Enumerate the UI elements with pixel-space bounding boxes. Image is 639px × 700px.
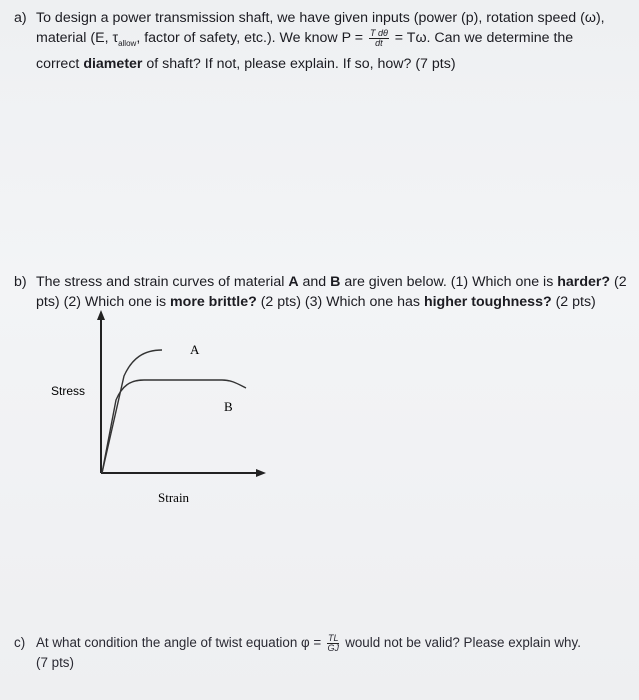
- question-c-line-1: c) At what condition the angle of twist equation φ = $\frac{TL}{GJ}$ would not be valid? Please explain why.: [14, 632, 581, 653]
- strain-label: Strain: [158, 490, 190, 505]
- question-b: [14, 272, 627, 312]
- question-b-line-2: pts) (2) Which one is more brittle? (2 pts) (3) Which one has higher toughness? (2 pts): [36, 294, 596, 310]
- question-c-line-2: (7 pts): [36, 655, 74, 670]
- curve-a-label: A: [190, 342, 200, 357]
- question-a-label: a): [14, 10, 27, 26]
- question-b-label: b): [14, 274, 27, 290]
- question-a-line-3: correct diameter of shaft? If not, please explain. If so, how? (7 pts): [36, 55, 456, 72]
- question-a: [14, 8, 627, 74]
- question-c: [14, 633, 627, 673]
- question-b-line-1: b) The stress and strain curves of material A and B are given below. (1) Which one is harder? (2: [14, 274, 627, 290]
- question-a-line-1: a) To design a power transmission shaft, we have given inputs (power (p), rotation speed (ω),: [14, 10, 605, 26]
- stress-label: Stress: [51, 384, 86, 398]
- question-a-line-2: material (E, $\tau_{allow}$, factor of safety, etc.). We know P = $\frac{\text{T dθ}}{dt}$ = Tω. Can we determine the: [36, 27, 574, 48]
- power-fraction: $\frac{\text{T dθ}}{dt}$: [369, 27, 388, 48]
- curve-b-label: B: [224, 399, 233, 414]
- stress-axis-arrow: [97, 310, 105, 320]
- stress-strain-diagram: [40, 308, 280, 508]
- strain-axis-arrow: [256, 469, 266, 477]
- curve-a: [102, 350, 162, 473]
- twist-fraction: $\frac{TL}{GJ}$: [327, 632, 339, 653]
- question-c-label: c): [14, 635, 26, 650]
- curve-b: [102, 380, 246, 473]
